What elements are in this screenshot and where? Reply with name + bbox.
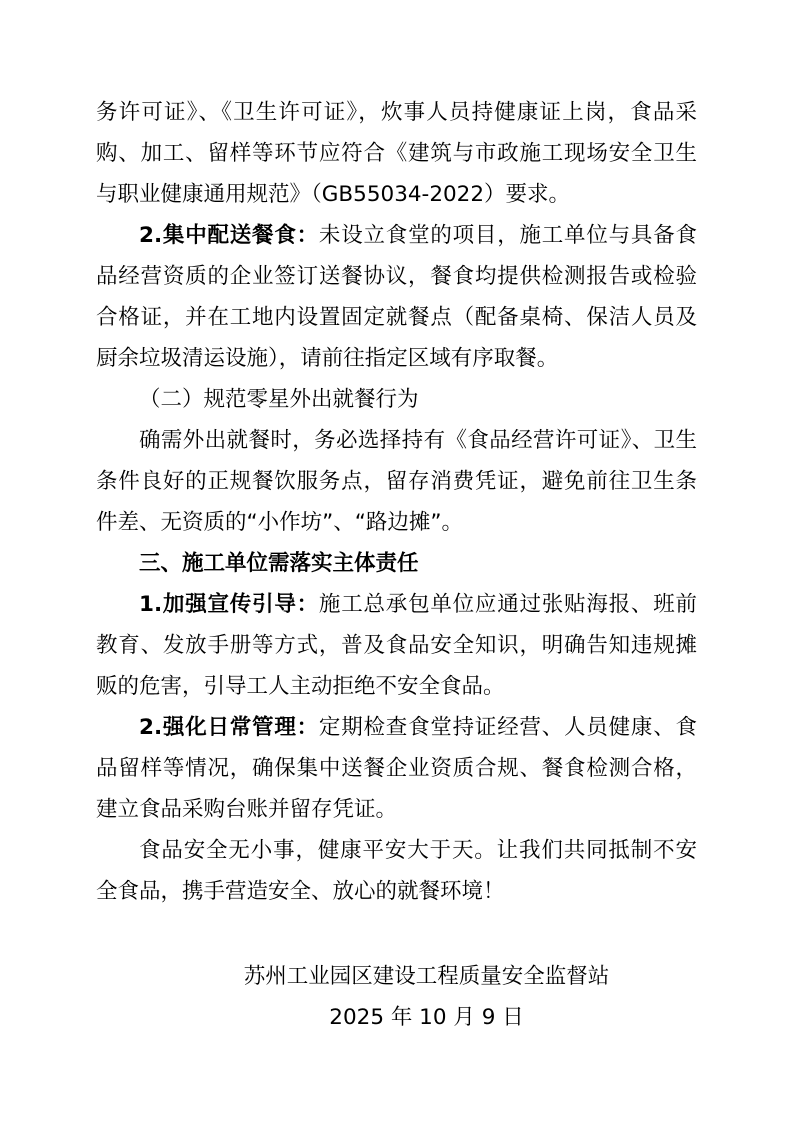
paragraph-daily-management [96,707,697,830]
issuing-organization: 苏州工业园区建设工程质量安全监督站 [243,964,610,989]
paragraph-text: （二）规范零星外出就餐行为 [139,387,419,412]
paragraph-lead: 1.加强宣传引导： [139,592,319,617]
paragraph-subsection-two [96,379,697,420]
paragraph-text: 定期检查食堂持证经营、人员健康、食品留样等情况，确保集中送餐企业资质合规、餐食检测合格，建立食品采购台账并留存凭证。 [96,715,697,822]
document-body [96,92,697,1038]
signature-block [96,956,697,1038]
paragraph-centralized-catering [96,215,697,379]
heading-text: 三、施工单位需落实主体责任 [139,551,419,576]
paragraph-lead: 2.强化日常管理： [139,715,319,740]
paragraph-text: 确需外出就餐时，务必选择持有《食品经营许可证》、卫生条件良好的正规餐饮服务点，留存消费凭证，避免前往卫生条件差、无资质的“小作坊”、“路边摊”。 [96,428,697,535]
paragraph-text: 未设立食堂的项目，施工单位与具备食品经营资质的企业签订送餐协议，餐食均提供检测报告或检验合格证，并在工地内设置固定就餐点（配备桌椅、保洁人员及厨余垃圾清运设施），请前往指定区域有序取餐。 [96,223,697,371]
paragraph-text: 务许可证》、《卫生许可证》，炊事人员持健康证上岗，食品采购、加工、留样等环节应符合《建筑与市政施工现场安全卫生与职业健康通用规范》（GB55034-2022）要求。 [96,100,697,207]
paragraph-continuation [96,92,697,215]
section-heading-three [96,543,697,584]
paragraph-text: 施工总承包单位应通过张贴海报、班前教育、发放手册等方式，普及食品安全知识，明确告知违规摊贩的危害，引导工人主动拒绝不安全食品。 [96,592,697,699]
paragraph-closing [96,830,697,912]
paragraph-outside-dining [96,420,697,543]
paragraph-lead: 2.集中配送餐食： [139,223,319,248]
paragraph-publicity-guidance [96,584,697,707]
paragraph-text: 食品安全无小事，健康平安大于天。让我们共同抵制不安全食品，携手营造安全、放心的就餐环境！ [96,838,697,904]
issue-date: 2025 年 10 月 9 日 [329,1005,524,1030]
